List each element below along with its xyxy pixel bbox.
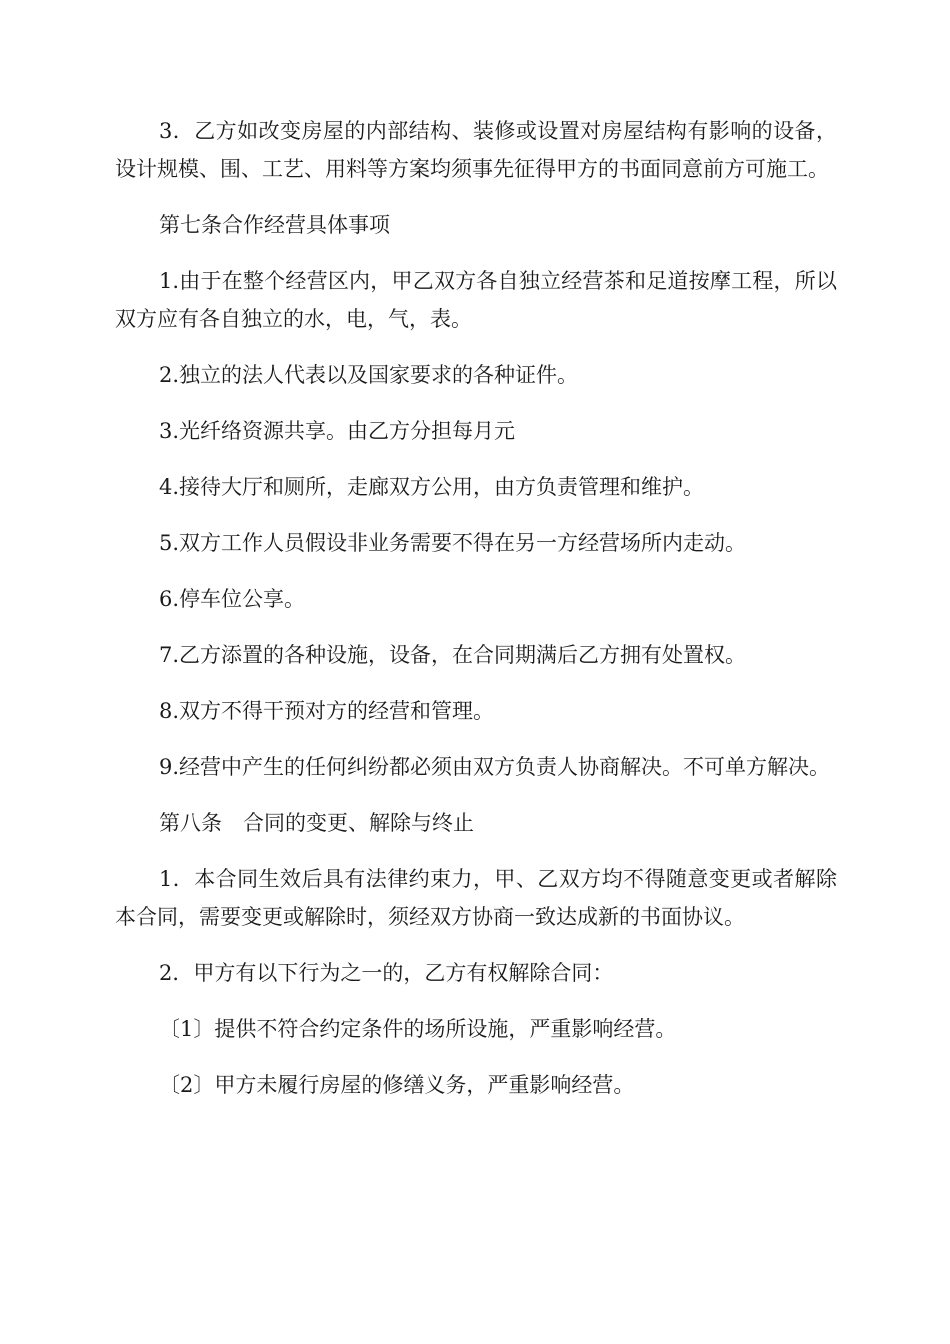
article-8-item-2: 2．甲方有以下行为之一的，乙方有权解除合同： bbox=[159, 961, 614, 985]
sub-item-1: 〔1〕提供不符合约定条件的场所设施，严重影响经营。 bbox=[159, 1017, 677, 1041]
item-5-staff-movement: 5.双方工作人员假设非业务需要不得在另一方经营场所内走动。 bbox=[159, 531, 747, 555]
document-page bbox=[115, 112, 837, 1122]
item-2-legal-representative: 2.独立的法人代表以及国家要求的各种证件。 bbox=[159, 363, 579, 387]
item-3-network-sharing: 3.光纤络资源共享。由乙方分担每月元 bbox=[159, 419, 516, 443]
article-7-heading: 第七条合作经营具体事项 bbox=[159, 213, 390, 237]
item-7-equipment-disposal: 7.乙方添置的各种设施，设备，在合同期满后乙方拥有处置权。 bbox=[159, 643, 747, 667]
item-8-non-interference: 8.双方不得干预对方的经营和管理。 bbox=[159, 699, 495, 723]
item-9-dispute-resolution: 9.经营中产生的任何纠纷都必须由双方负责人协商解决。不可单方解决。 bbox=[159, 755, 831, 779]
item-4-shared-lobby: 4.接待大厅和厕所，走廊双方公用，由方负责管理和维护。 bbox=[159, 475, 705, 499]
clause-3-alteration-paragraph: 3．乙方如改变房屋的内部结构、装修或设置对房屋结构有影响的设备，设计规模、围、工艺、用料等方案均须事先征得甲方的书面同意前方可施工。 bbox=[115, 119, 837, 181]
article-8-item-1: 1．本合同生效后具有法律约束力，甲、乙双方均不得随意变更或者解除本合同，需要变更或解除时，须经双方协商一致达成新的书面协议。 bbox=[115, 867, 837, 929]
item-1-independent-utilities: 1.由于在整个经营区内，甲乙双方各自独立经营茶和足道按摩工程，所以双方应有各自独立的水，电，气，表。 bbox=[115, 269, 837, 331]
article-8-heading: 第八条 合同的变更、解除与终止 bbox=[159, 811, 474, 835]
item-6-parking: 6.停车位公享。 bbox=[159, 587, 306, 611]
sub-item-2: 〔2〕甲方未履行房屋的修缮义务，严重影响经营。 bbox=[159, 1073, 635, 1097]
